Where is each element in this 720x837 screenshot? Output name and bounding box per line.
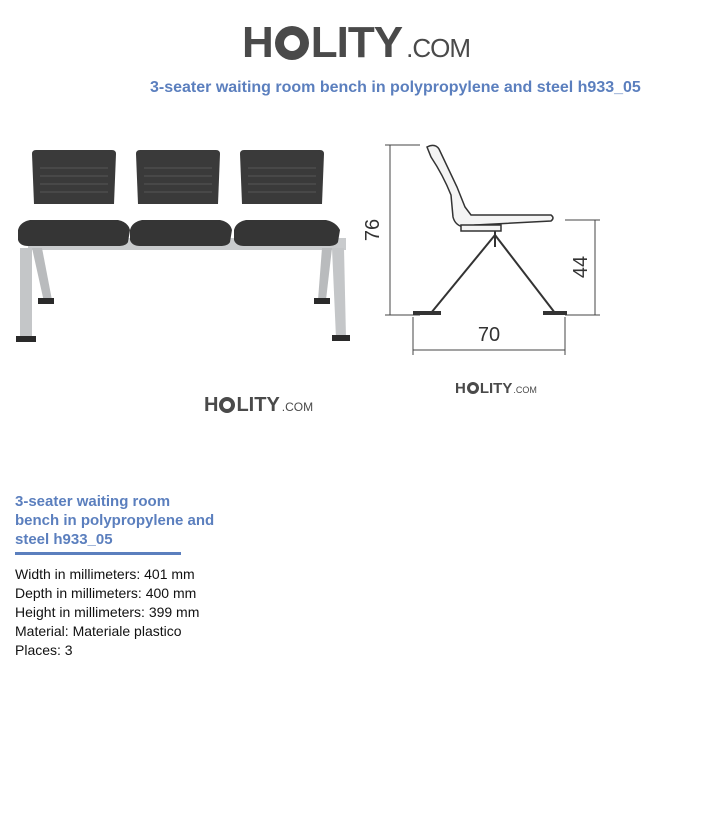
chair-side-profile (427, 145, 553, 231)
bench-foot-right-front (332, 335, 350, 341)
logo-tld: .COM (281, 400, 314, 414)
bench-foot-left-front (16, 336, 36, 342)
page-title: 3-seater waiting room bench in polypropylene and steel h933_05 (150, 79, 641, 96)
logo-letter-h: H (455, 380, 466, 397)
logo-text: LITY (236, 394, 280, 416)
spec-depth: Depth in millimeters: 400 mm (15, 585, 197, 601)
bench-seat-2 (130, 150, 232, 246)
bench-foot-left-back (38, 298, 54, 304)
bench-leg-right-front (332, 248, 346, 338)
bench-leg-left-back (32, 248, 52, 302)
product-title: 3-seater waiting room bench in polypropylene and steel h933_05 (15, 493, 215, 548)
technical-drawing (362, 135, 610, 360)
bench-leg-right-back (318, 248, 332, 300)
watermark-logo-drawing (455, 380, 537, 397)
logo-tld: .COM (513, 385, 537, 395)
logo-o-icon (275, 26, 309, 60)
logo-o-icon (467, 382, 479, 394)
depth-label: 70 (477, 324, 501, 346)
bench-seat-3 (234, 150, 340, 246)
watermark-logo-photo (204, 394, 313, 417)
bench-seat-1 (18, 150, 130, 246)
spec-width: Width in millimeters: 401 mm (15, 566, 195, 582)
bench-photo (10, 140, 350, 355)
bench-foot-right-back (314, 298, 330, 304)
logo-text: LITY (479, 380, 513, 397)
spec-height: Height in millimeters: 399 mm (15, 604, 200, 620)
logo-o-icon (219, 397, 235, 413)
site-logo[interactable] (242, 18, 470, 68)
logo-letter-h: H (204, 394, 219, 416)
height-label: 76 (362, 218, 384, 242)
seat-height-label: 44 (570, 255, 592, 279)
logo-text: LITY (310, 18, 403, 67)
logo-tld: .COM (406, 33, 470, 63)
title-underline (15, 552, 181, 555)
spec-list (15, 565, 199, 660)
logo-letter-h: H (242, 18, 273, 67)
bench-leg-left-front (20, 248, 32, 340)
spec-places: Places: 3 (15, 642, 73, 658)
spec-material: Material: Materiale plastico (15, 623, 182, 639)
